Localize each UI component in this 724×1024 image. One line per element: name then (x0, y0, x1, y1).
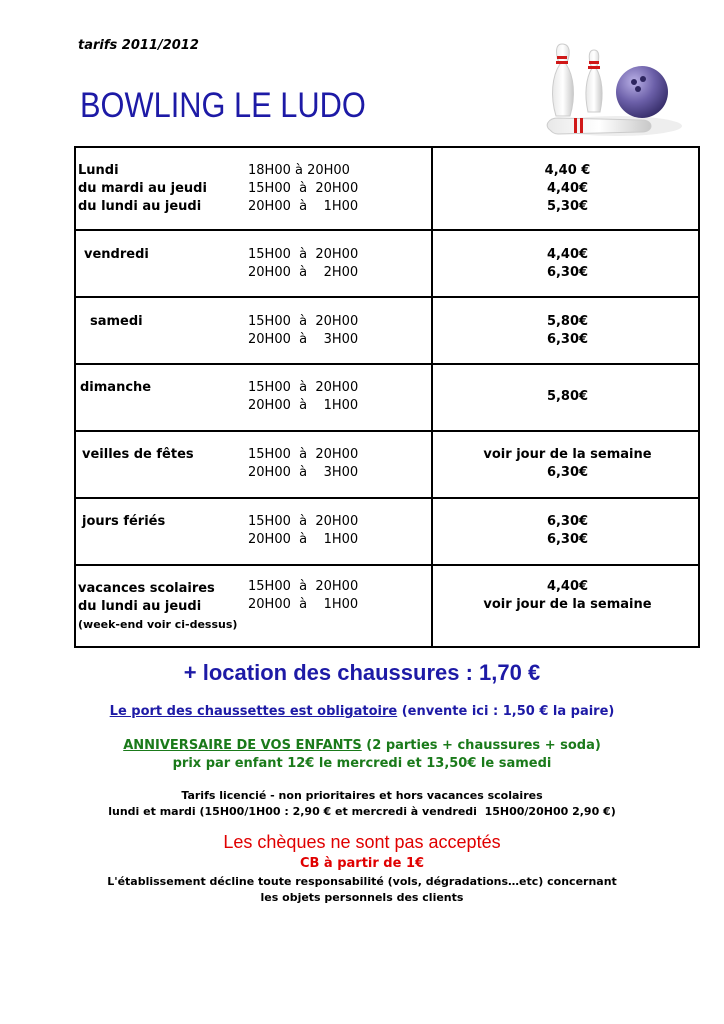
price-label: 5,80€ (546, 389, 589, 404)
license-line: Tarifs licencié - non prioritaires et hors vacances scolaires (181, 789, 543, 802)
day-label: vacances scolaires (78, 581, 215, 596)
price-label: 6,30€ (546, 265, 589, 280)
socks-notice (0, 704, 724, 719)
rate-days (78, 580, 237, 634)
hours-label: 20H00 à 1H00 (248, 199, 359, 214)
hours-label: 20H00 à 1H00 (248, 597, 359, 612)
rates-table (74, 146, 700, 648)
price-label: 4,40€ (546, 579, 589, 594)
hours-label: 20H00 à 1H00 (248, 398, 359, 413)
rate-days (84, 246, 149, 264)
socks-sale: (envente ici : 1,50 € la paire) (397, 704, 615, 719)
rate-prices (433, 578, 702, 614)
rate-prices (433, 246, 702, 282)
rate-hours (248, 513, 358, 549)
price-label: 6,30€ (546, 332, 589, 347)
price-label: voir jour de la semaine (483, 597, 652, 612)
season-label: tarifs 2011/2012 (78, 38, 199, 53)
hours-label: 15H00 à 20H00 (248, 579, 359, 594)
socks-rule: Le port des chaussettes est obligatoire (109, 704, 398, 719)
bowling-pins-and-ball-icon (522, 34, 684, 140)
page-title: BOWLING LE LUDO (80, 86, 366, 125)
rate-row-public-holidays (76, 499, 698, 566)
day-label: samedi (90, 314, 143, 329)
day-label: vendredi (84, 247, 149, 262)
rate-prices (433, 388, 702, 406)
price-label: 5,80€ (546, 314, 589, 329)
day-label: du lundi au jeudi (78, 599, 202, 614)
hours-label: 15H00 à 20H00 (248, 380, 359, 395)
rate-days (90, 313, 143, 331)
day-label: veilles de fêtes (82, 447, 194, 462)
rate-days (82, 446, 194, 464)
price-label: 6,30€ (546, 532, 589, 547)
price-label: 4,40€ (546, 181, 589, 196)
hours-label: 20H00 à 3H00 (248, 465, 359, 480)
day-label: du mardi au jeudi (78, 181, 207, 196)
day-label: jours fériés (82, 514, 166, 529)
disclaimer-line: L'établissement décline toute responsabilité (vols, dégradations…etc) concernant (107, 875, 617, 888)
day-label: du lundi au jeudi (78, 199, 202, 214)
rate-days (82, 513, 165, 531)
rate-hours (248, 446, 358, 482)
rate-row-school-holidays (76, 566, 698, 648)
price-label: 6,30€ (546, 514, 589, 529)
rate-hours (248, 379, 358, 415)
rate-prices (433, 162, 702, 216)
hours-label: 18H00 à 20H00 (248, 163, 350, 178)
rate-row-holiday-eves (76, 432, 698, 499)
rate-prices (433, 313, 702, 349)
price-label: 4,40 € (544, 163, 591, 178)
card-payment-notice: CB à partir de 1€ (299, 856, 425, 871)
rate-days (80, 379, 151, 397)
hours-label: 20H00 à 2H00 (248, 265, 359, 280)
birthday-title: ANNIVERSAIRE DE VOS ENFANTS (123, 738, 362, 753)
hours-label: 15H00 à 20H00 (248, 247, 359, 262)
rate-hours (248, 246, 358, 282)
shoe-rental-price: + location des chaussures : 1,70 € (183, 660, 541, 685)
hours-label: 15H00 à 20H00 (248, 314, 359, 329)
day-label: dimanche (80, 380, 152, 395)
rate-row-friday (76, 231, 698, 298)
rate-hours (248, 162, 358, 216)
rate-days (78, 162, 207, 216)
day-note: (week-end voir ci-dessus) (78, 618, 238, 631)
disclaimer-line: les objets personnels des clients (260, 891, 464, 904)
hours-label: 20H00 à 3H00 (248, 332, 359, 347)
cheques-notice: Les chèques ne sont pas acceptés (223, 832, 501, 852)
rate-prices (433, 513, 702, 549)
rate-hours (248, 313, 358, 349)
rate-row-weekdays (76, 148, 698, 231)
rate-hours (248, 578, 358, 614)
rate-prices (433, 446, 702, 482)
license-rates (0, 788, 724, 820)
rate-row-saturday (76, 298, 698, 365)
hours-label: 15H00 à 20H00 (248, 181, 359, 196)
price-label: voir jour de la semaine (483, 447, 652, 462)
price-label: 5,30€ (546, 199, 589, 214)
day-label: Lundi (78, 163, 119, 178)
hours-label: 15H00 à 20H00 (248, 514, 359, 529)
birthday-offer (0, 737, 724, 773)
hours-label: 20H00 à 1H00 (248, 532, 359, 547)
hours-label: 15H00 à 20H00 (248, 447, 359, 462)
price-label: 6,30€ (546, 465, 589, 480)
rate-row-sunday (76, 365, 698, 432)
price-label: 4,40€ (546, 247, 589, 262)
license-line: lundi et mardi (15H00/1H00 : 2,90 € et mercredi à vendredi 15H00/20H00 2,90 €) (108, 805, 616, 818)
birthday-content: (2 parties + chaussures + soda) (361, 738, 601, 753)
birthday-price: prix par enfant 12€ le mercredi et 13,50€ le samedi (172, 756, 552, 771)
liability-disclaimer (0, 874, 724, 906)
